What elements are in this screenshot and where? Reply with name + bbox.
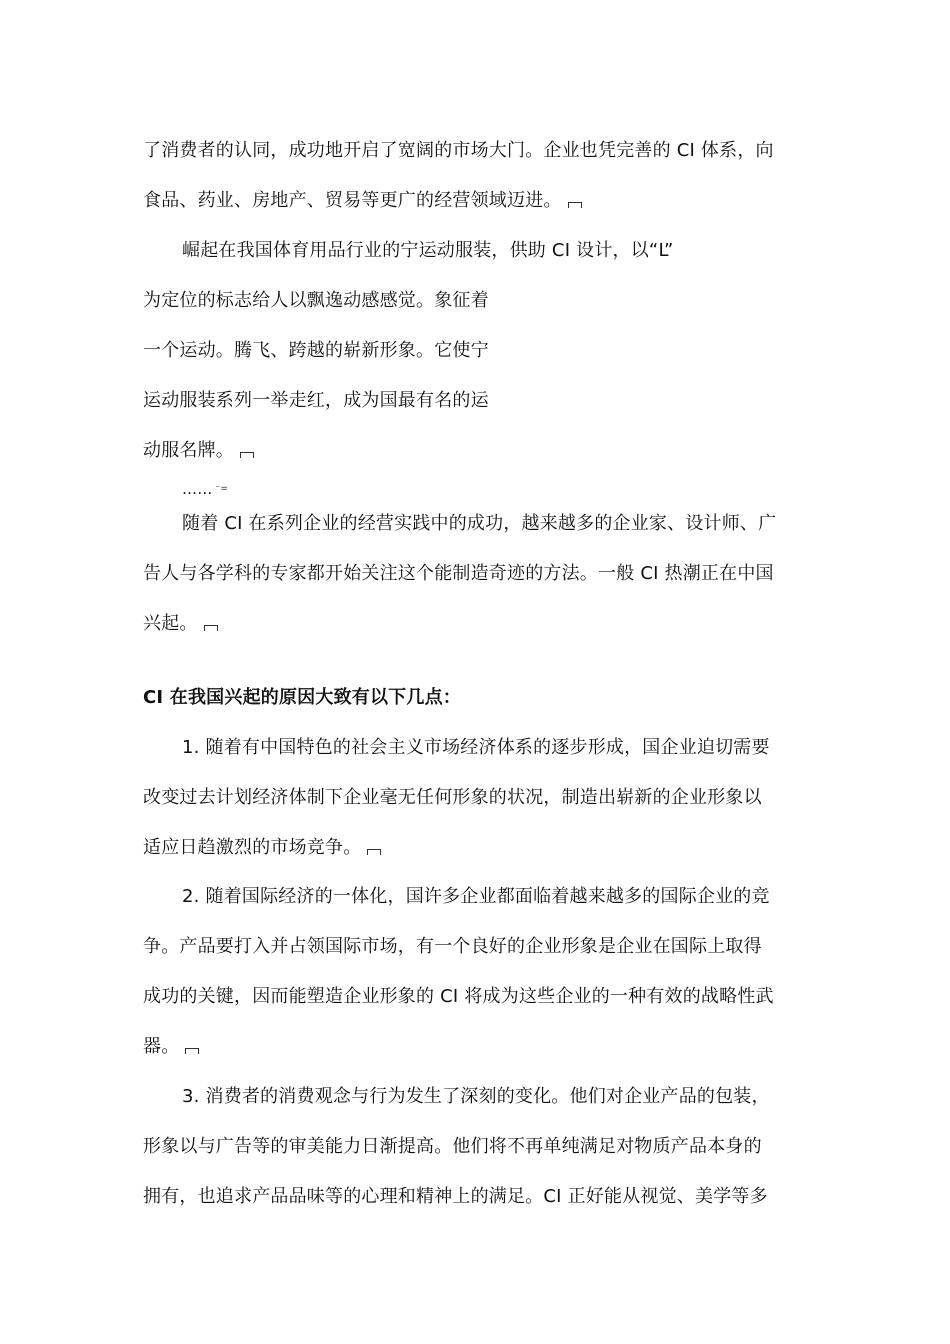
text-line [143,439,254,463]
text-line-content: 食品、药业、房地产、贸易等更广的经营领域迈进。 [143,190,562,211]
paragraph-mark-icon [204,625,218,631]
text-line: 一个运动。腾飞、跨越的崭新形象。它使宁 [143,340,489,361]
text-line: 随着 CI 在系列企业的经营实践中的成功，越来越多的企业家、设计师、广 [182,513,777,534]
paragraph-mark-icon [367,849,381,855]
text-line: 争。产品要打入并占领国际市场，有一个良好的企业形象是企业在国际上取得 [143,936,762,957]
text-line [143,612,218,636]
text-line [143,189,582,213]
section-heading: CI 在我国兴起的原因大致有以下几点： [143,687,461,708]
text-line-content: 动服名牌。 [143,440,234,461]
text-line-content: 器。 [143,1036,180,1057]
text-line-content: 兴起。 [143,613,198,634]
small-mark-icon: ⁻= [215,484,229,494]
text-line: 1. 随着有中国特色的社会主义市场经济体系的逐步形成，国企业迫切需要 [182,737,770,758]
paragraph-mark-icon [568,202,582,208]
ellipsis-line [182,477,228,501]
text-line: 告人与各学科的专家都开始关注这个能制造奇迹的方法。一般 CI 热潮正在中国 [143,563,774,584]
paragraph-mark-icon [185,1048,199,1054]
paragraph-mark-icon [240,452,254,458]
text-line: 2. 随着国际经济的一体化，国许多企业都面临着越来越多的国际企业的竞 [182,886,770,907]
text-line [143,836,381,860]
text-line: 了消费者的认同，成功地开启了宽阔的市场大门。企业也凭完善的 CI 体系，向 [143,140,774,161]
text-line: 成功的关键，因而能塑造企业形象的 CI 将成为这些企业的一种有效的战略性武 [143,986,774,1007]
text-line: 改变过去计划经济体制下企业毫无任何形象的状况，制造出崭新的企业形象以 [143,787,762,808]
text-line-content: 适应日趋激烈的市场竞争。 [143,837,362,858]
text-line: 崛起在我国体育用品行业的宁运动服装，供助 CI 设计，以“L” [182,240,674,261]
text-line [143,1035,199,1059]
text-line: 形象以与广告等的审美能力日渐提高。他们将不再单纯满足对物质产品本身的 [143,1136,762,1157]
text-line: 为定位的标志给人以飘逸动感感觉。象征着 [143,290,489,311]
ellipsis-text: …… [182,480,213,498]
text-line: 拥有，也追求产品品味等的心理和精神上的满足。CI 正好能从视觉、美学等多 [143,1186,768,1207]
text-line: 运动服装系列一举走红，成为国最有名的运 [143,390,489,411]
text-line: 3. 消费者的消费观念与行为发生了深刻的变化。他们对企业产品的包装， [182,1086,770,1107]
